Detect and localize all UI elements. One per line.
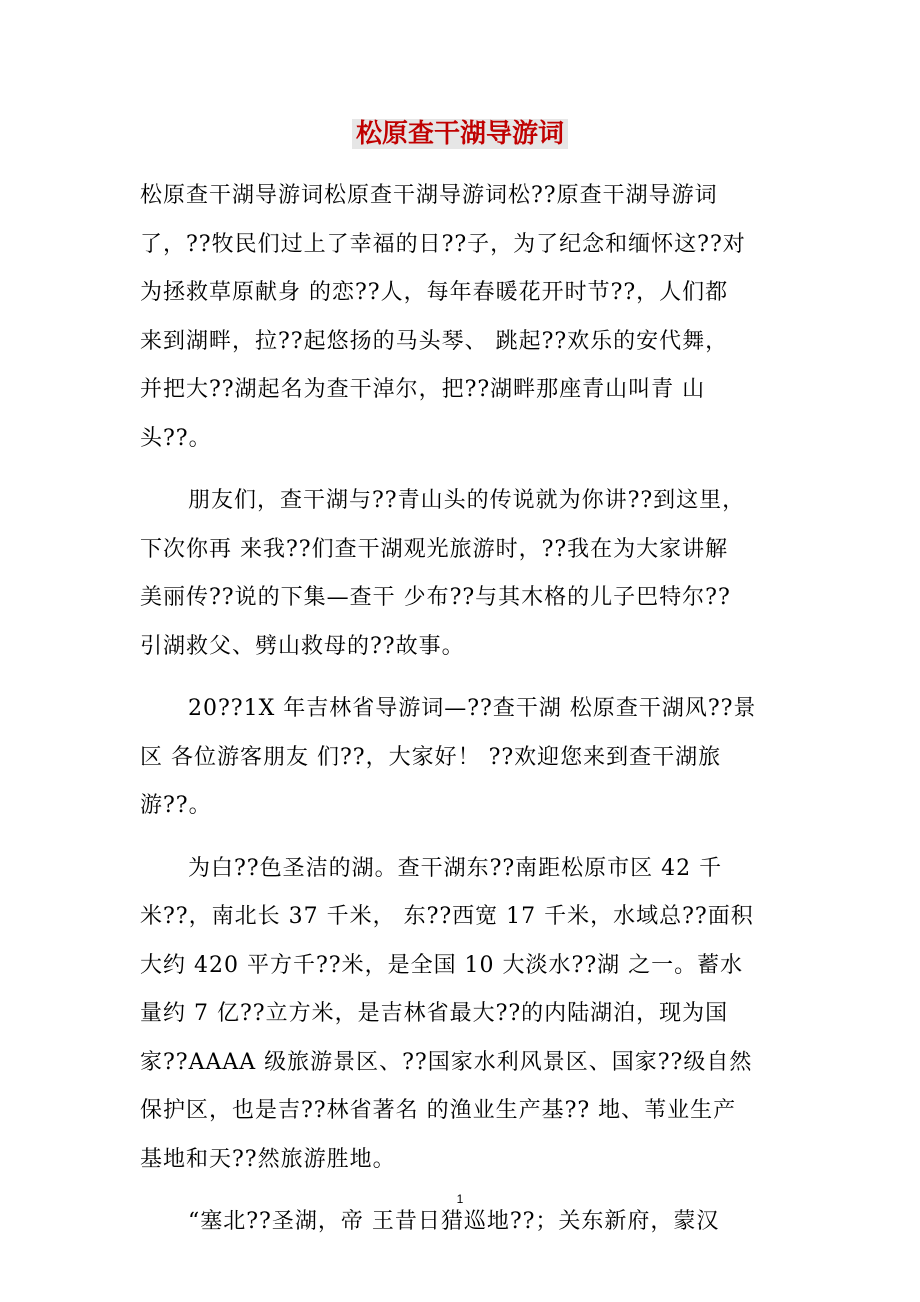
paragraph-2	[140, 477, 790, 671]
paragraph-line: 量约 7 亿??立方米，是吉林省最大??的内陆湖泊，现为国	[140, 1001, 729, 1026]
paragraph-line: 区 各位游客朋友 们??，大家好！ ??欢迎您来到查干湖旅	[140, 744, 722, 770]
paragraph-line: 下次你再 来我??们查干湖观光旅游时，??我在为大家讲解	[140, 536, 729, 562]
paragraph-line: “塞北??圣湖，帝 王昔日猎巡地??；关东新府，蒙汉	[188, 1209, 720, 1234]
paragraph-line: 松原查干湖导游词松原查干湖导游词松??原查干湖导游词	[140, 183, 718, 208]
paragraph-1	[140, 172, 790, 463]
paragraph-4	[140, 845, 790, 1185]
paragraph-line: 基地和天??然旅游胜地。	[140, 1146, 396, 1172]
paragraph-line: 保护区，也是吉??林省著名 的渔业生产基?? 地、苇业生产	[140, 1098, 737, 1123]
paragraph-line: 大约 420 平方千??米，是全国 10 大淡水??湖 之一。蓄水	[140, 952, 744, 978]
page-number: 1	[456, 1192, 464, 1206]
document-title-text: 松原查干湖导游词	[352, 119, 568, 149]
paragraph-line: 美丽传??说的下集—查干 少布??与其木格的儿子巴特尔??	[140, 585, 731, 610]
paragraph-line: 朋友们，查干湖与??青山头的传说就为你讲??到这里，	[188, 488, 746, 513]
paragraph-line: 来到湖畔，拉??起悠扬的马头琴、 跳起??欢乐的安代舞，	[140, 328, 729, 354]
paragraph-line: 游??。	[140, 793, 212, 818]
paragraph-line: 引湖救父、劈山救母的??故事。	[140, 633, 465, 659]
document-body	[140, 172, 790, 1247]
paragraph-line: 为白??色圣洁的湖。查干湖东??南距松原市区 42 千	[188, 855, 723, 881]
paragraph-3	[140, 685, 790, 831]
paragraph-line: 家??AAAA 级旅游景区、??国家水利风景区、国家??级自然	[140, 1049, 753, 1075]
paragraph-line: 米??，南北长 37 千米， 东??西宽 17 千米，水域总??面积	[140, 904, 754, 929]
paragraph-line: 了，??牧民们过上了幸福的日??子，为了纪念和缅怀这??对	[140, 231, 746, 257]
paragraph-line: 头??。	[140, 425, 212, 451]
paragraph-line: 并把大??湖起名为查干淖尔，把??湖畔那座青山叫青 山	[140, 377, 706, 402]
paragraph-line: 为拯救草原献身 的恋??人，每年春暖花开时节??，人们都	[140, 280, 729, 305]
document-title	[0, 112, 920, 156]
paragraph-line: 20??1X 年吉林省导游词—??查干湖 松原查干湖风??景	[188, 696, 757, 721]
